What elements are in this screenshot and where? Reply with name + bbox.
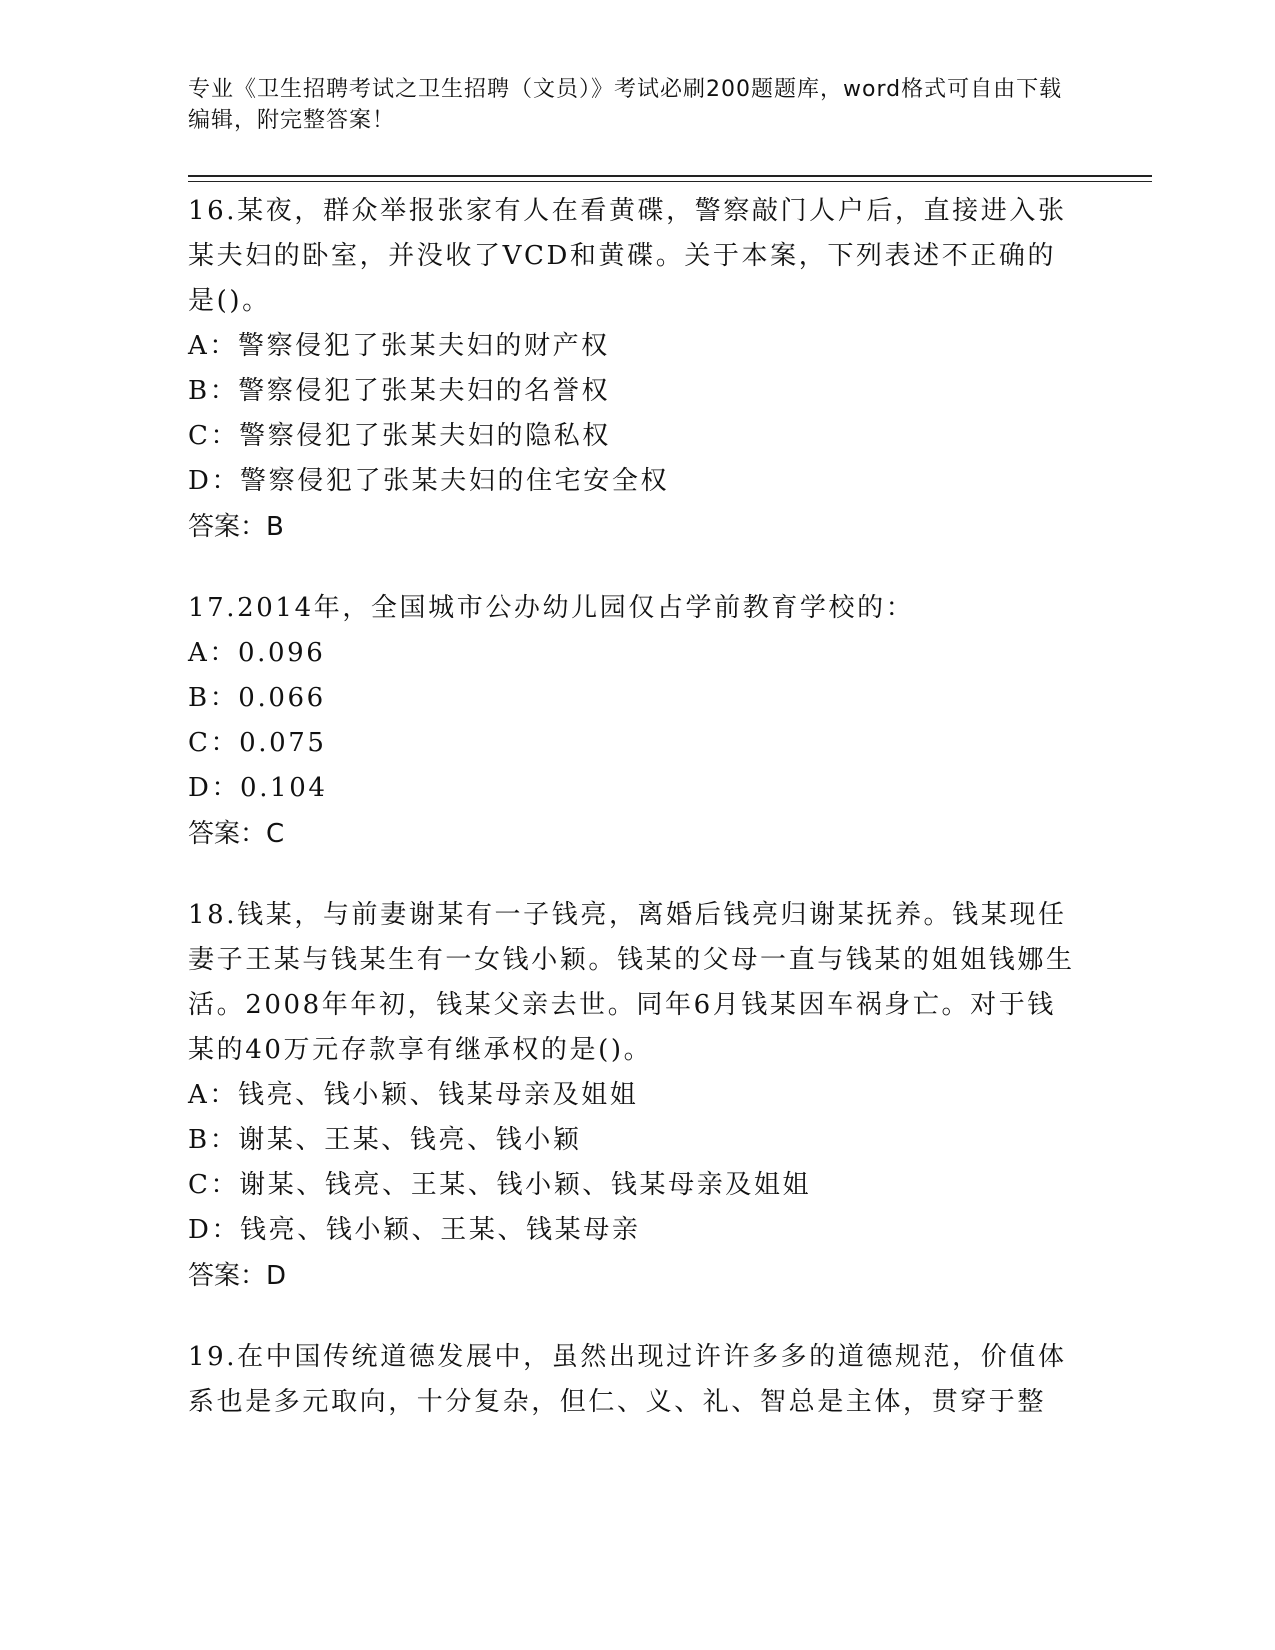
question-stem: 16.某夜，群众举报张家有人在看黄碟，警察敲门人户后，直接进入张某夫妇的卧室，并没收了VCD和黄碟。关于本案，下列表述不正确的是()。 (188, 196, 1067, 316)
option-b: B：警察侵犯了张某夫妇的名誉权 (188, 376, 611, 406)
question-list (188, 189, 1078, 1461)
answer-line: 答案：B (188, 512, 284, 542)
option-d: D：0.104 (188, 773, 328, 803)
question-stem: 19.在中国传统道德发展中，虽然出现过许许多多的道德规范，价值体系也是多元取向，十分复杂，但仁、义、礼、智总是主体，贯穿于整 (188, 1342, 1067, 1417)
document-header: 专业《卫生招聘考试之卫生招聘（文员）》考试必刷200题题库，word格式可自由下载编辑，附完整答案！ (188, 77, 1063, 133)
option-d: D：警察侵犯了张某夫妇的住宅安全权 (188, 466, 670, 496)
answer-line: 答案：D (188, 1261, 287, 1291)
option-a: A：钱亮、钱小颖、钱某母亲及姐姐 (188, 1080, 639, 1110)
question-19 (188, 1335, 1078, 1425)
option-b: B：谢某、王某、钱亮、钱小颖 (188, 1125, 582, 1155)
option-b: B：0.066 (188, 683, 326, 713)
question-stem: 17.2014年，全国城市公办幼儿园仅占学前教育学校的： (188, 593, 915, 623)
option-c: C：0.075 (188, 728, 327, 758)
header-rule-thick (188, 175, 1152, 177)
header-rule-thin (188, 181, 1152, 182)
option-c: C：警察侵犯了张某夫妇的隐私权 (188, 421, 611, 451)
answer-line: 答案：C (188, 819, 285, 849)
question-18 (188, 893, 1078, 1299)
option-d: D：钱亮、钱小颖、王某、钱某母亲 (188, 1215, 641, 1245)
option-a: A：警察侵犯了张某夫妇的财产权 (188, 331, 610, 361)
option-a: A：0.096 (188, 638, 326, 668)
option-c: C：谢某、钱亮、王某、钱小颖、钱某母亲及姐姐 (188, 1170, 812, 1200)
question-16 (188, 189, 1078, 550)
question-stem: 18.钱某，与前妻谢某有一子钱亮，离婚后钱亮归谢某抚养。钱某现任妻子王某与钱某生有一女钱小颖。钱某的父母一直与钱某的姐姐钱娜生活。2008年年初，钱某父亲去世。同年6月钱某因车祸身亡。对于钱某的40万元存款享有继承权的是()。 (188, 900, 1075, 1065)
question-17 (188, 586, 1078, 857)
